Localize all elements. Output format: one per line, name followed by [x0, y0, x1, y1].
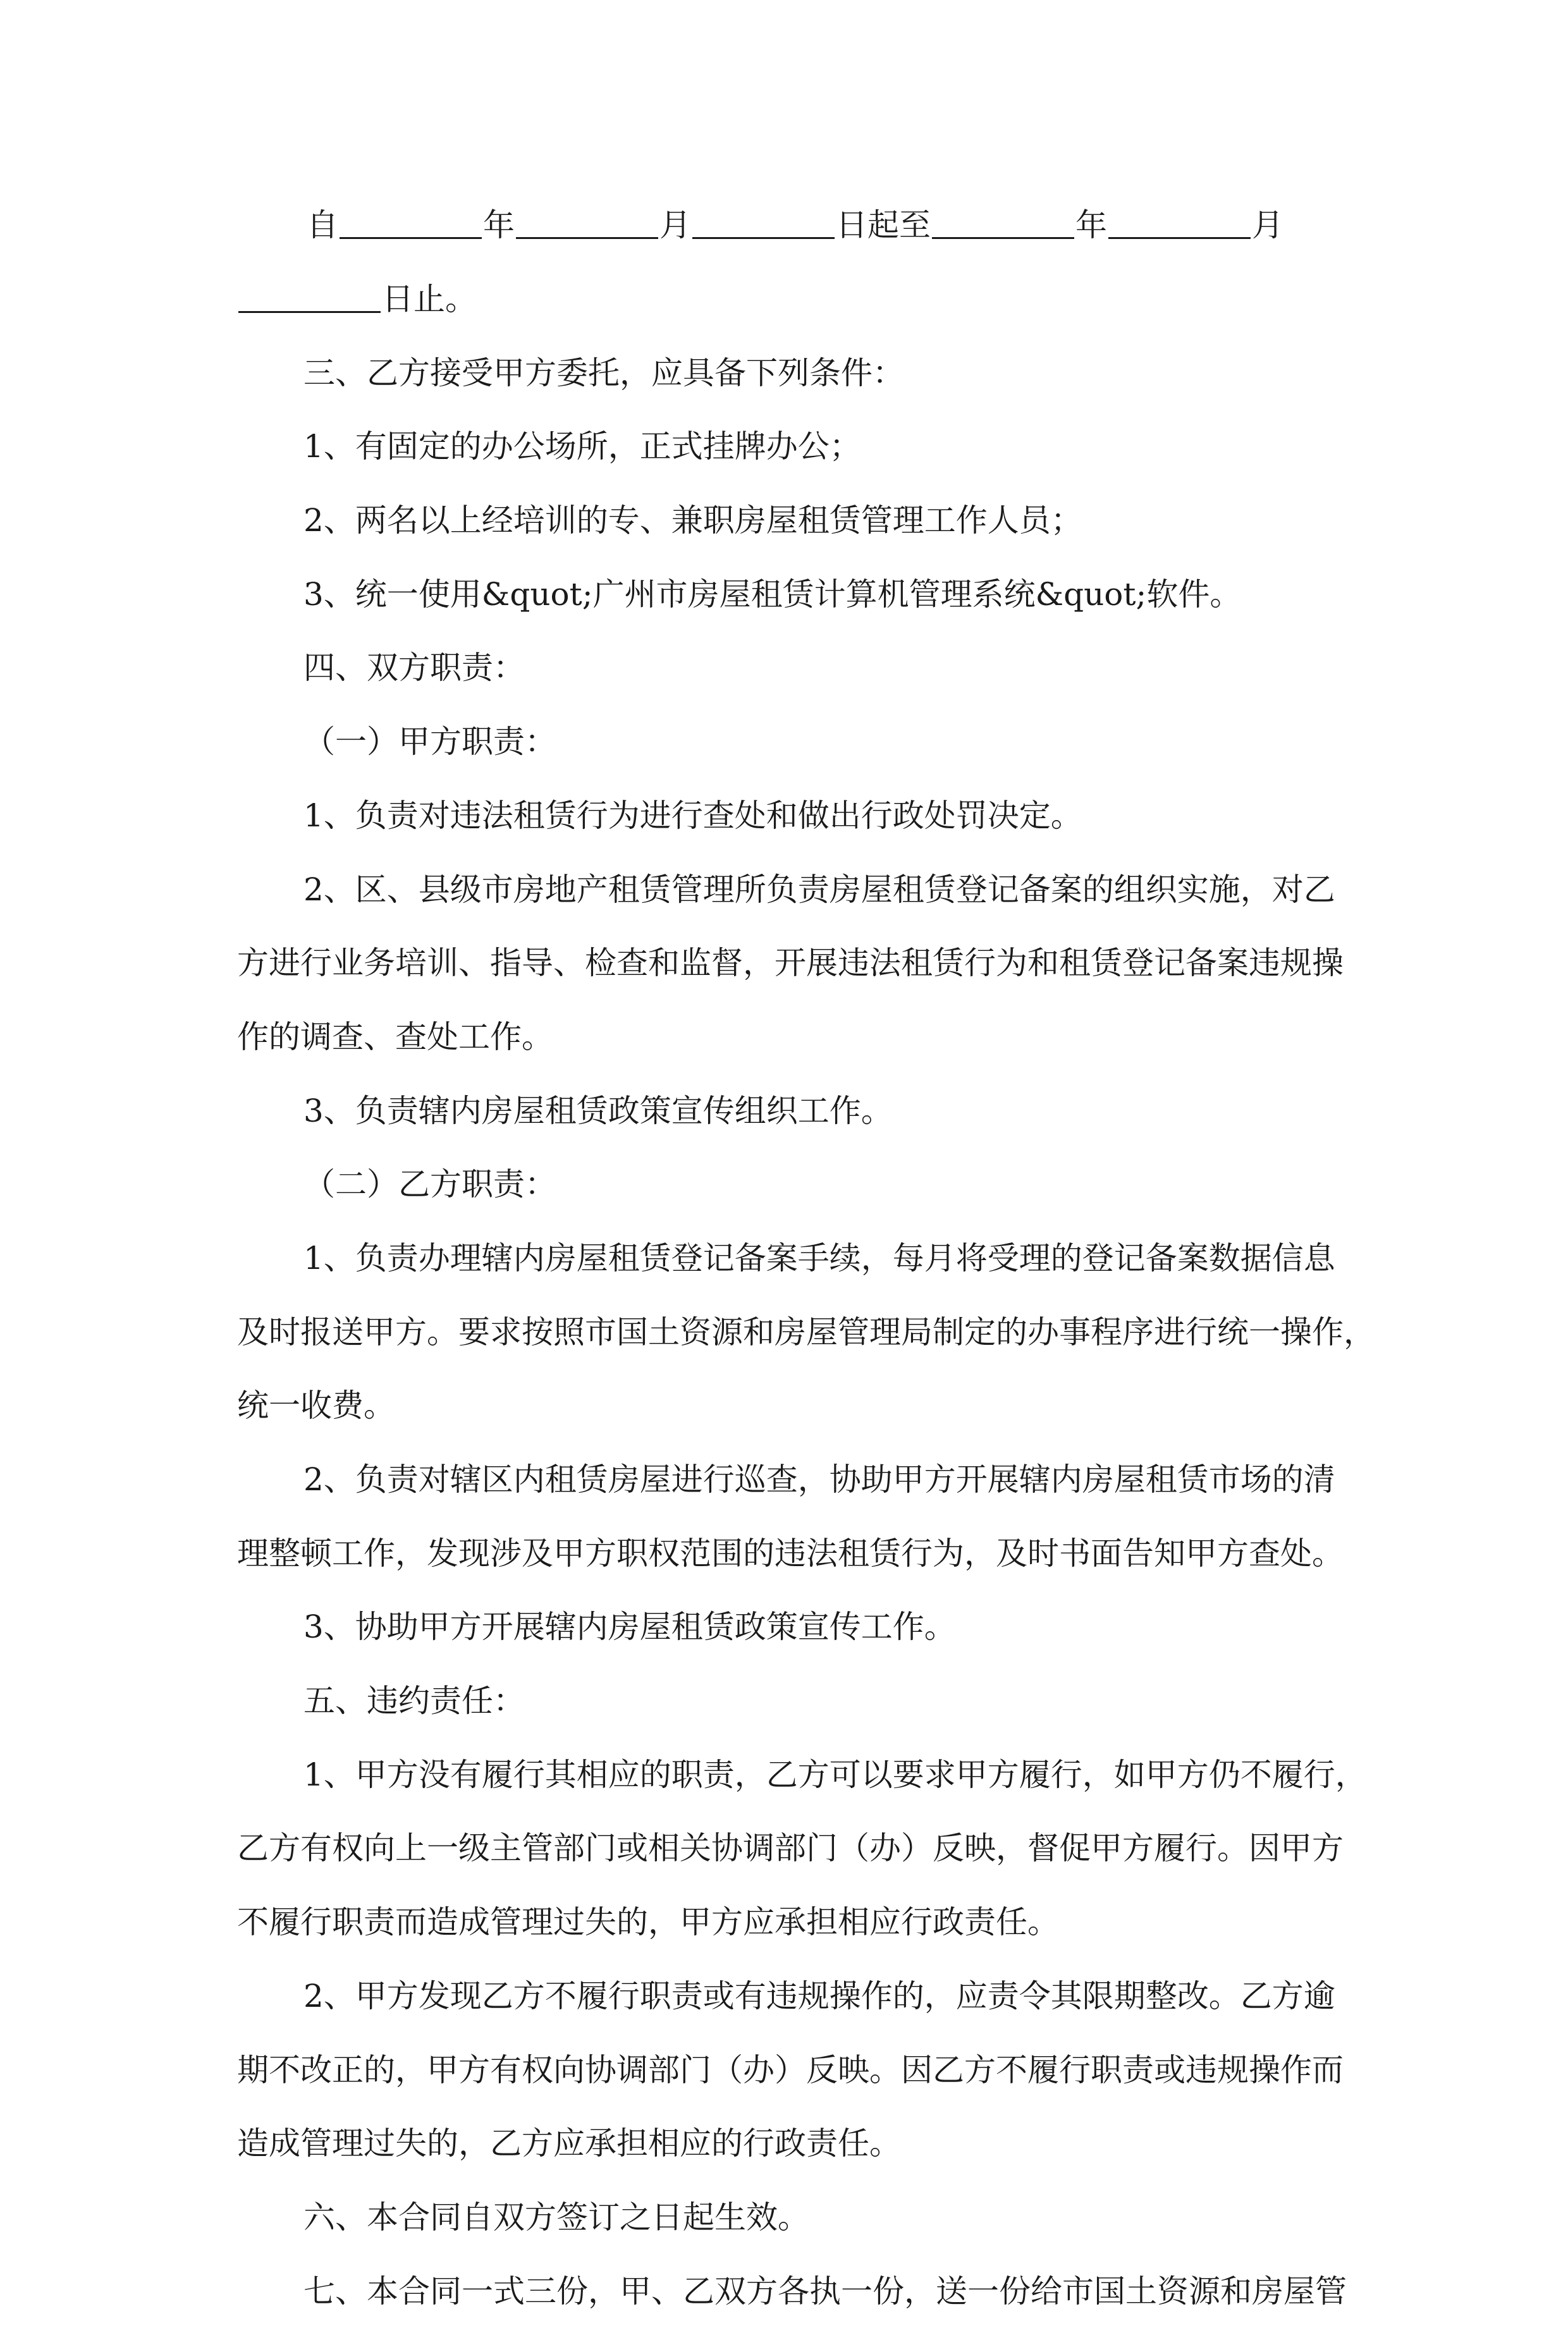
- paragraph-line: 3、负责辖内房屋租赁政策宣传组织工作。: [303, 1092, 893, 1129]
- paragraph-line: 2、区、县级市房地产租赁管理所负责房屋租赁登记备案的组织实施，对乙: [303, 871, 1335, 908]
- subsection-heading: （二）乙方职责：: [303, 1166, 556, 1203]
- section-heading: 三、乙方接受甲方委托，应具备下列条件：: [303, 354, 904, 391]
- date-unit-year: 年: [1075, 207, 1107, 244]
- date-unit-day-end: 日止。: [382, 281, 477, 318]
- blank-field: [340, 212, 482, 239]
- paragraph-line: 及时报送甲方。要求按照市国土资源和房屋管理局制定的办事程序进行统一操作，: [237, 1313, 1375, 1351]
- section-heading: 五、违约责任：: [303, 1682, 525, 1720]
- paragraph-line: 1、负责办理辖内房屋租赁登记备案手续，每月将受理的登记备案数据信息: [303, 1239, 1335, 1277]
- blank-field: [516, 212, 658, 239]
- paragraph-line: 作的调查、查处工作。: [237, 1018, 553, 1055]
- date-prefix: 自: [307, 207, 338, 244]
- paragraph-line: 1、负责对违法租赁行为进行查处和做出行政处罚决定。: [303, 797, 1082, 834]
- blank-field: [1108, 212, 1251, 239]
- paragraph-line: 理整顿工作，发现涉及甲方职权范围的违法租赁行为，及时书面告知甲方查处。: [237, 1535, 1344, 1572]
- paragraph-line: 期不改正的，甲方有权向协调部门（办）反映。因乙方不履行职责或违规操作而: [237, 2051, 1344, 2088]
- contract-text: [237, 188, 1375, 2328]
- date-unit-month: 月: [1252, 207, 1283, 244]
- date-unit-day-from: 日起至: [836, 207, 931, 244]
- paragraph-line: 2、负责对辖区内租赁房屋进行巡查，协助甲方开展辖内房屋租赁市场的清: [303, 1461, 1335, 1498]
- subsection-heading: （一）甲方职责：: [303, 723, 556, 761]
- date-unit-month: 月: [659, 207, 691, 244]
- paragraph-line: 2、两名以上经培训的专、兼职房屋租赁管理工作人员；: [303, 502, 1082, 539]
- paragraph-line: 2、甲方发现乙方不履行职责或有违规操作的，应责令其限期整改。乙方逾: [303, 1977, 1335, 2014]
- paragraph-line: 3、统一使用&quot;广州市房屋租赁计算机管理系统&quot;软件。: [303, 575, 1242, 613]
- blank-field: [238, 286, 381, 313]
- paragraph-line: 乙方有权向上一级主管部门或相关协调部门（办）反映，督促甲方履行。因甲方: [237, 1830, 1344, 1867]
- paragraph-line: 3、协助甲方开展辖内房屋租赁政策宣传工作。: [303, 1608, 956, 1646]
- paragraph-line: 统一收费。: [237, 1387, 395, 1424]
- date-unit-year: 年: [483, 207, 515, 244]
- paragraph-line: 造成管理过失的，乙方应承担相应的行政责任。: [237, 2125, 901, 2162]
- paragraph-line: 1、有固定的办公场所，正式挂牌办公；: [303, 428, 861, 465]
- date-range-line: [237, 188, 1337, 262]
- paragraph-line: 1、甲方没有履行其相应的职责，乙方可以要求甲方履行，如甲方仍不履行，: [303, 1756, 1367, 1793]
- paragraph-line: 方进行业务培训、指导、检查和监督，开展违法租赁行为和租赁登记备案违规操: [237, 945, 1344, 982]
- blank-field: [692, 212, 835, 239]
- blank-field: [932, 212, 1074, 239]
- section-heading: 七、本合同一式三份，甲、乙双方各执一份，送一份给市国土资源和房屋管: [303, 2272, 1347, 2310]
- date-end-line: [237, 262, 1337, 336]
- section-heading: 六、本合同自双方签订之日起生效。: [303, 2198, 809, 2236]
- section-heading: 四、双方职责：: [303, 649, 525, 687]
- paragraph-line: 不履行职责而造成管理过失的，甲方应承担相应行政责任。: [237, 1904, 1059, 1941]
